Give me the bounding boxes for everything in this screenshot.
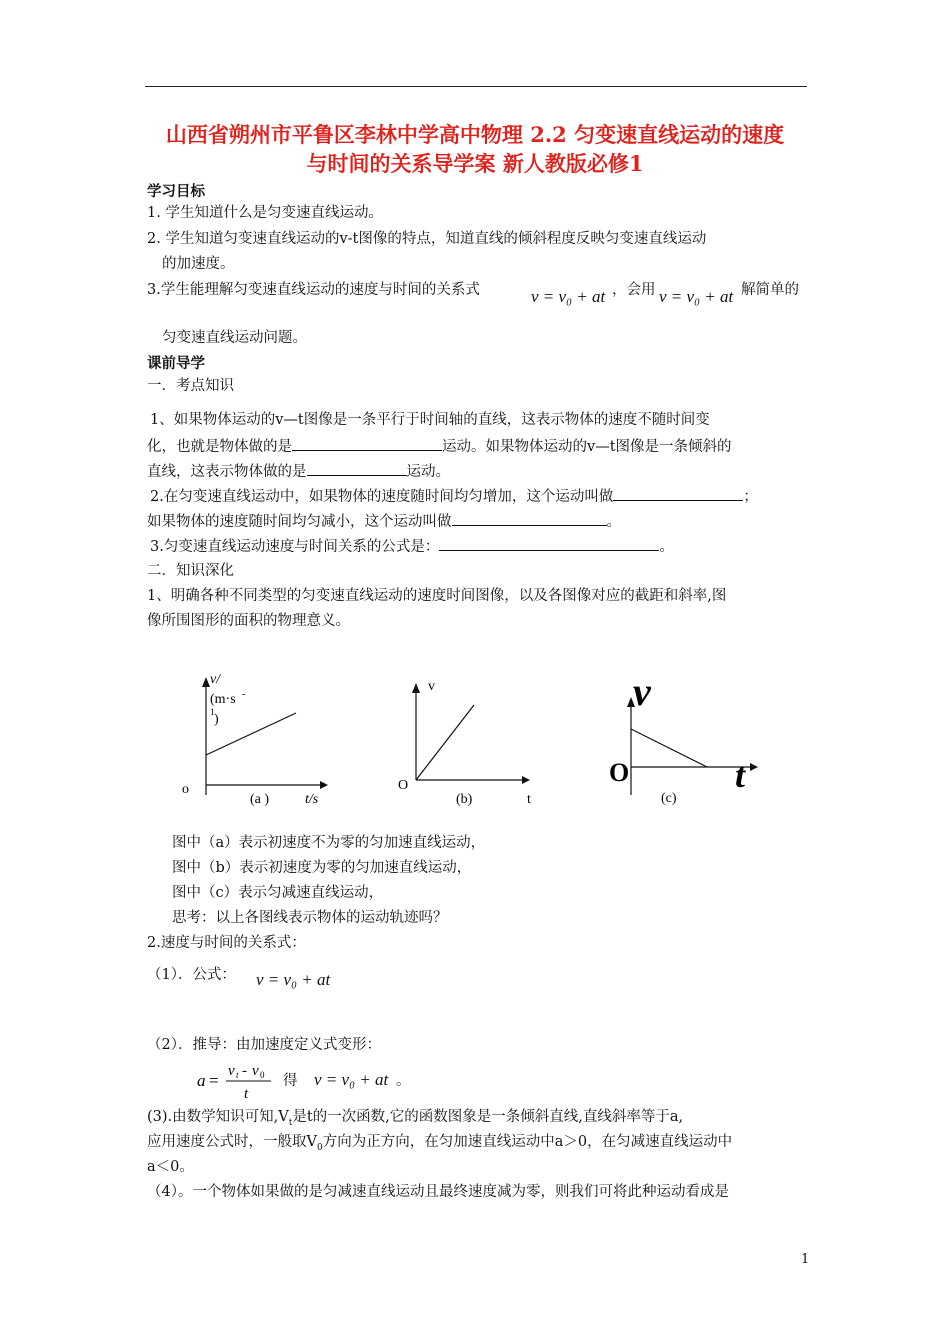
caption-b: 图中（b）表示初速度为零的匀加速直线运动， [172, 860, 472, 876]
q3-line [150, 536, 674, 557]
goal-2a: 2. 学生知道匀变速直线运动的v-t图像的特点，知道直线的倾斜程度反映匀变速直线运动 [147, 231, 707, 247]
svg-text:0: 0 [260, 1070, 265, 1080]
graph-a-ylabel-4: ) [214, 712, 219, 727]
think-question: 思考：以上各图线表示物体的运动轨迹吗？ [172, 910, 448, 926]
graph-a [170, 665, 340, 815]
graph-b-origin: O [398, 778, 409, 793]
formula-main: v = v₀ + at [256, 970, 331, 989]
graph-a-xlabel: t/s [305, 792, 319, 807]
q2-line1 [150, 486, 758, 507]
q3-blank[interactable] [439, 536, 659, 551]
relation-p3b [147, 1132, 732, 1158]
formula-inline-1: v = v₀ + at [531, 287, 606, 306]
graph-a-ylabel-3: 1 [210, 707, 215, 717]
svg-text:-: - [242, 1063, 247, 1079]
derivation-mid: 得 [283, 1073, 298, 1089]
goal-3d: 匀变速直线运动问题。 [162, 330, 307, 346]
graph-c-origin: O [609, 758, 630, 787]
deep-1-line1: 1、明确各种不同类型的匀变速直线运动的速度时间图像，以及各图像对应的截距和斜率,图 [147, 588, 727, 604]
q1-line3 [147, 461, 450, 482]
graph-c-xlabel: t [735, 755, 746, 795]
section-1-heading: 一．考点知识 [147, 378, 234, 394]
goal-3a: 3.学生能理解匀变速直线运动的速度与时间的关系式 [147, 282, 480, 298]
q1-blank-2[interactable] [307, 461, 407, 476]
graph-a-caption: (a ) [250, 792, 270, 807]
q2-line2 [147, 511, 621, 532]
section-2-heading: 二．知识深化 [147, 563, 234, 579]
graph-a-origin: o [182, 782, 189, 797]
graph-a-ylabel-2: (m·s [210, 692, 236, 707]
goal-3b: ，会用 [612, 282, 656, 298]
caption-a: 图中（a）表示初速度不为零的匀加速直线运动， [172, 835, 486, 851]
graph-c-ylabel: v [633, 669, 651, 714]
p3a-2: 是t的一次函数,它的函数图象是一条倾斜直线,直线斜率等于a, [292, 1109, 684, 1125]
q1-line3-b: 运动。 [406, 464, 450, 480]
graph-c-x-arrow [750, 763, 758, 771]
graph-b-x-arrow [522, 776, 530, 784]
graph-c-caption: (c) [661, 791, 677, 806]
svg-text:=: = [209, 1071, 219, 1090]
q1-line1: 1、如果物体运动的v—t图像是一条平行于时间轴的直线，这表示物体的速度不随时间变 [150, 412, 710, 428]
relation-heading: 2.速度与时间的关系式： [147, 935, 306, 951]
derivation-fraction [195, 1058, 285, 1104]
goals-heading: 学习目标 [147, 183, 205, 200]
svg-text:a: a [197, 1071, 206, 1090]
graph-a-ylabel-1: v/ [210, 672, 221, 687]
relation-p2: （2）．推导：由加速度定义式变形： [147, 1037, 381, 1053]
q2-blank-1[interactable] [613, 486, 743, 501]
relation-p3c: a＜0。 [147, 1159, 194, 1175]
graph-a-x-arrow [320, 781, 328, 789]
p3b-1: 应用速度公式时，一般取V [147, 1134, 317, 1150]
graph-a-ylabel-sup: - [242, 689, 246, 700]
p3b-sub: 0 [316, 1142, 323, 1153]
p3a-1: (3).由数学知识可知,V [147, 1109, 289, 1125]
q1-blank-1[interactable] [292, 436, 442, 451]
header-rule [145, 86, 807, 87]
q3-line-a: 3.匀变速直线运动速度与时间关系的公式是： [150, 539, 440, 555]
preview-heading: 课前导学 [147, 355, 205, 372]
graph-b-ylabel: v [428, 679, 435, 694]
q1-line2 [147, 436, 732, 457]
doc-title-line1: 山西省朔州市平鲁区李林中学高中物理 2.2 匀变速直线运动的速度 [165, 122, 785, 147]
relation-p3a [147, 1107, 683, 1133]
graph-c-line [631, 729, 707, 767]
relation-p4: （4）。一个物体如果做的是匀减速直线运动且最终速度减为零，则我们可将此种运动看成是 [147, 1184, 729, 1200]
graph-b-line [416, 705, 474, 780]
graph-b [390, 665, 550, 815]
caption-c: 图中（c）表示匀减速直线运动， [172, 885, 384, 901]
q1-line3-a: 直线，这表示物体做的是 [147, 464, 307, 480]
formula-derived: v = v₀ + at [314, 1070, 389, 1089]
page-number: 1 [801, 1252, 810, 1267]
q1-line2-b: 运动。如果物体运动的v—t图像是一条倾斜的 [442, 439, 732, 455]
q3-line-b: 。 [659, 539, 674, 555]
graph-c [605, 665, 795, 815]
q1-line2-a: 化，也就是物体做的是 [147, 439, 292, 455]
goal-1: 1. 学生知道什么是匀变速直线运动。 [147, 205, 383, 221]
graph-b-caption: (b) [456, 792, 473, 807]
graph-a-y-arrow [202, 677, 210, 687]
q2-line2-a: 如果物体的速度随时间均匀减小，这个运动叫做 [147, 514, 452, 530]
p3b-2: 方向为正方向，在匀加速直线运动中a＞0，在匀减速直线运动中 [322, 1134, 733, 1150]
graph-a-line [206, 713, 296, 755]
relation-p1: （1）．公式： [147, 967, 236, 983]
doc-title-line2: 与时间的关系导学案 新人教版必修1 [306, 151, 644, 176]
q2-line1-a: 2.在匀变速直线运动中，如果物体的速度随时间均匀增加，这个运动叫做 [150, 489, 614, 505]
p3a-sub: t [288, 1117, 293, 1128]
graph-b-y-arrow [412, 683, 420, 693]
q2-line2-b: 。 [606, 514, 621, 530]
goal-2b: 的加速度。 [162, 256, 235, 272]
q2-line1-b: ； [743, 489, 758, 505]
graph-b-xlabel: t [527, 792, 531, 807]
goal-3c: 解简单的 [741, 282, 799, 298]
svg-text:t: t [244, 1086, 249, 1102]
svg-text:t: t [236, 1070, 239, 1080]
q2-blank-2[interactable] [452, 511, 607, 526]
svg-text:v: v [252, 1063, 259, 1079]
formula-inline-2: v = v₀ + at [659, 287, 734, 306]
derivation-end: 。 [396, 1073, 411, 1089]
deep-1-line2: 像所围图形的面积的物理意义。 [147, 613, 350, 629]
svg-text:v: v [228, 1063, 235, 1079]
